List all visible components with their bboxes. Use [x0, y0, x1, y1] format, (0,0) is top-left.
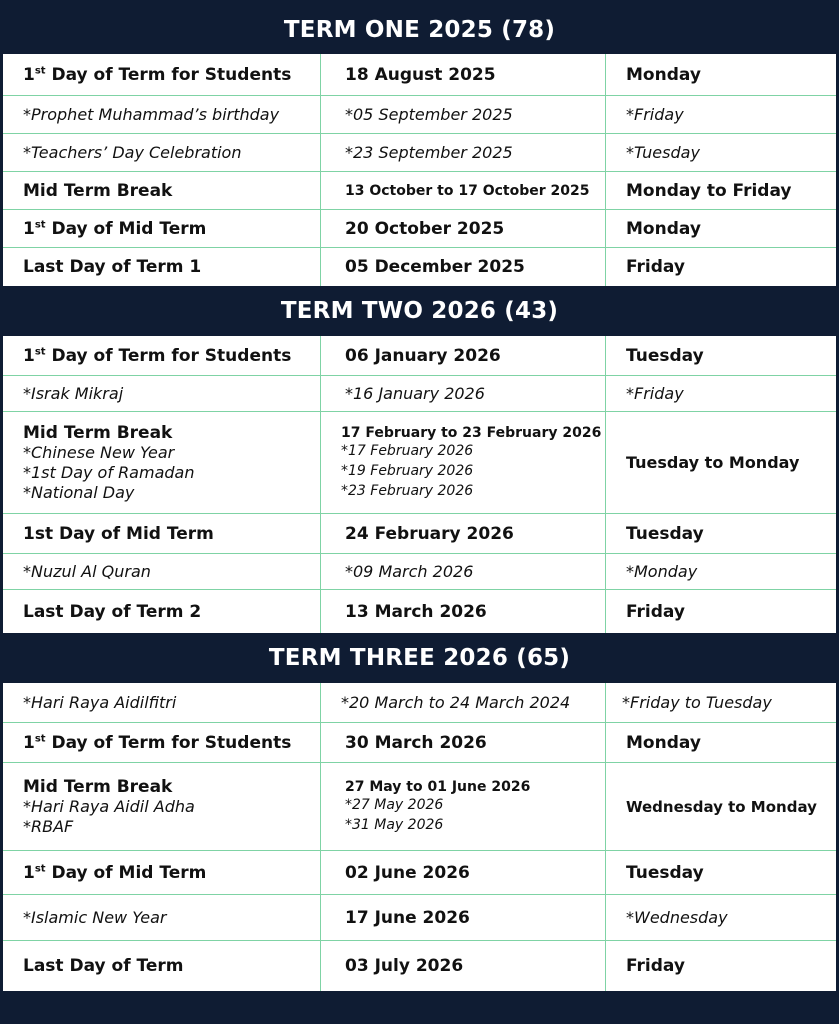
event-date: 05 December 2025 [321, 248, 606, 286]
event-label [3, 763, 321, 850]
table-row [3, 54, 836, 96]
event-label: 1st Day of Term for Students [3, 54, 321, 95]
event-day: *Friday to Tuesday [622, 693, 772, 712]
event-date: 24 February 2026 [321, 514, 606, 553]
sub-event: *RBAF [23, 816, 74, 836]
event-date: 03 July 2026 [321, 941, 606, 991]
event-date: 13 March 2026 [321, 590, 606, 633]
event-date: *09 March 2026 [321, 554, 606, 589]
sub-event: *Chinese New Year [23, 442, 175, 462]
sub-date: *27 May 2026 [345, 796, 444, 813]
date-range: 27 May to 01 June 2026 [345, 778, 531, 795]
term-two-header: TERM TWO 2026 (43) [280, 298, 559, 324]
event-day: *Monday [626, 562, 698, 581]
event-day: Friday [626, 257, 685, 277]
event-label: 1st Day of Mid Term [3, 210, 321, 247]
event-label: Last Day of Term 2 [3, 590, 321, 633]
event-date: 02 June 2026 [321, 851, 606, 894]
event-label: Mid Term Break [3, 172, 321, 209]
table-row [3, 763, 836, 851]
table-row [3, 336, 836, 376]
event-date: *16 January 2026 [321, 376, 606, 411]
table-row [3, 895, 836, 941]
table-row [3, 683, 836, 723]
event-label: *Prophet Muhammad’s birthday [3, 96, 321, 133]
event-label: 1st Day of Term for Students [3, 336, 321, 375]
event-day: Friday [626, 956, 685, 976]
sub-event: *1st Day of Ramadan [23, 462, 195, 482]
table-row [3, 210, 836, 248]
event-label: *Teachers’ Day Celebration [3, 134, 321, 171]
term-three-header: TERM THREE 2026 (65) [268, 645, 571, 671]
event-date: 17 June 2026 [321, 895, 606, 940]
sub-date: *19 February 2026 [341, 462, 474, 479]
event-day: Wednesday to Monday [626, 797, 817, 816]
table-row [3, 376, 836, 412]
event-date: 18 August 2025 [321, 54, 606, 95]
event-day: Monday [626, 732, 701, 753]
event-date: 06 January 2026 [321, 336, 606, 375]
event-day: *Wednesday [626, 908, 728, 927]
event-label: *Islamic New Year [3, 895, 321, 940]
event-day: *Tuesday [626, 143, 700, 162]
event-label: Last Day of Term 1 [3, 248, 321, 286]
event-day: Monday to Friday [626, 180, 792, 201]
event-day: *Friday [626, 105, 684, 124]
event-title: Mid Term Break [23, 776, 173, 797]
event-label: *Hari Raya Aidilfitri [3, 683, 321, 722]
date-range: 17 February to 23 February 2026 [341, 424, 602, 441]
table-row [3, 514, 836, 554]
event-day: Friday [626, 601, 685, 622]
table-row [3, 412, 836, 514]
event-date: *05 September 2025 [321, 96, 606, 133]
sub-event: *Hari Raya Aidil Adha [23, 796, 195, 816]
event-date: 13 October to 17 October 2025 [321, 172, 606, 209]
event-date: *20 March to 24 March 2024 [321, 683, 606, 722]
table-row [3, 723, 836, 763]
event-day: Tuesday [626, 345, 704, 366]
sub-date: *23 February 2026 [341, 482, 474, 499]
event-label: 1st Day of Term for Students [3, 723, 321, 762]
event-day: *Friday [626, 384, 684, 403]
sub-event: *National Day [23, 482, 135, 502]
table-row [3, 134, 836, 172]
sub-date: *17 February 2026 [341, 442, 474, 459]
event-date [321, 412, 606, 513]
table-row [3, 172, 836, 210]
event-day: Tuesday [626, 862, 704, 883]
term-one-header: TERM ONE 2025 (78) [283, 17, 556, 43]
event-day: Monday [626, 64, 701, 85]
event-title: Mid Term Break [23, 422, 173, 443]
term-two-table [0, 336, 839, 633]
event-label: 1st Day of Mid Term [3, 851, 321, 894]
event-label: Last Day of Term [3, 941, 321, 991]
event-date: 30 March 2026 [321, 723, 606, 762]
table-row [3, 590, 836, 633]
term-one-table [0, 54, 839, 286]
event-day: Tuesday [626, 523, 704, 544]
event-day: Tuesday to Monday [626, 453, 800, 472]
term-three-table [0, 683, 839, 991]
table-row [3, 96, 836, 134]
table-row [3, 851, 836, 895]
event-date: *23 September 2025 [321, 134, 606, 171]
event-day: Monday [626, 218, 701, 239]
event-date: 20 October 2025 [321, 210, 606, 247]
event-label [3, 412, 321, 513]
event-label: *Israk Mikraj [3, 376, 321, 411]
table-row [3, 554, 836, 590]
event-label: *Nuzul Al Quran [3, 554, 321, 589]
table-row [3, 248, 836, 286]
event-date [321, 763, 606, 850]
event-label: 1st Day of Mid Term [3, 514, 321, 553]
sub-date: *31 May 2026 [345, 816, 444, 833]
table-row [3, 941, 836, 991]
